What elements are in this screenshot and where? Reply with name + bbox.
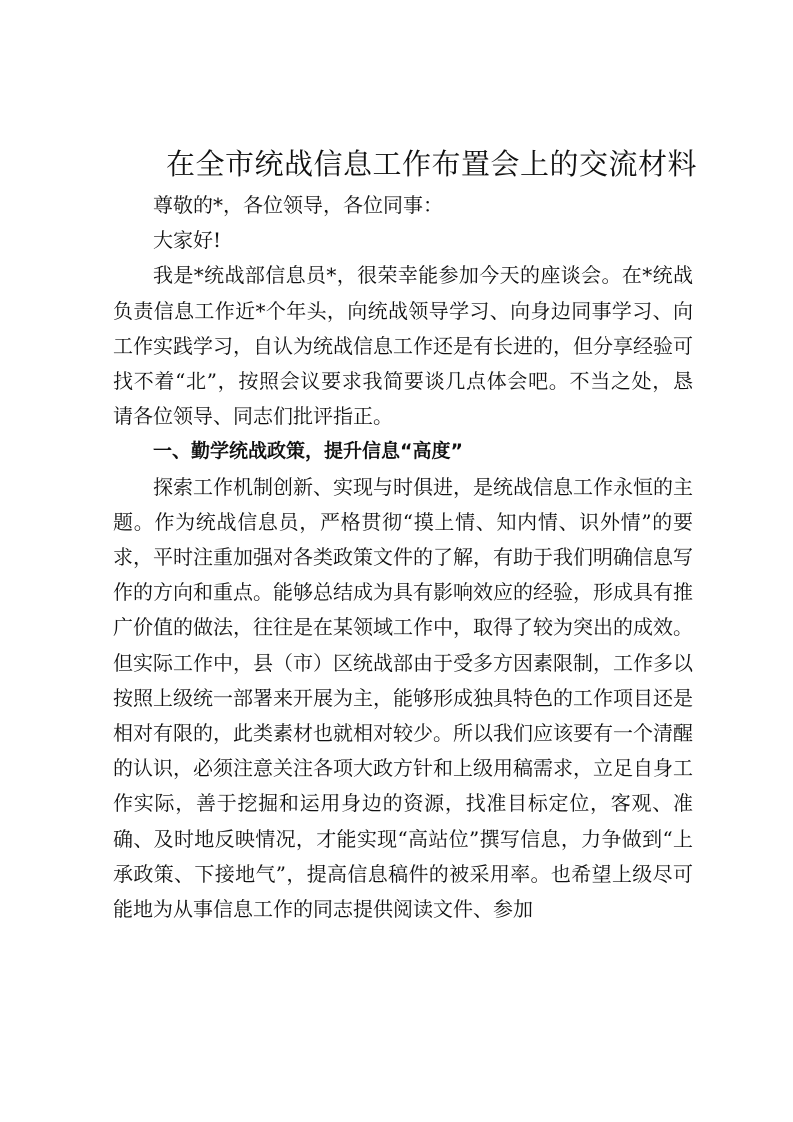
document-title: 在全市统战信息工作布置会上的交流材料 [166,147,698,181]
section-1-paragraph: 探索工作机制创新、实现与时俱进，是统战信息工作永恒的主题。作为统战信息员，严格贯彻“摸上情、知内情、识外情”的要求，平时注重加强对各类政策文件的了解，有助于我们明确信息写作的方向和重点。能够总结成为具有影响效应的经验，形成具有推广价值的做法，往往是在某领域工作中，取得了较为突出的成效。但实际工作中，县（市）区统战部由于受多方因素限制，工作多以按照上级统一部署来开展为主，能够形成独具特色的工作项目还是相对有限的，此类素材也就相对较少。所以我们应该要有一个清醒的认识，必须注意关注各项大政方针和上级用稿需求，立足自身工作实际，善于挖掘和运用身边的资源，找准目标定位，客观、准确、及时地反映情况，才能实现“高站位”撰写信息，力争做到“上承政策、下接地气”，提高信息稿件的被采用率。也希望上级尽可能地为从事信息工作的同志提供阅读文件、参加 [113,474,693,922]
section-heading-1: 一、勤学统战政策，提升信息“高度” [153,440,463,463]
salutation: 尊敬的*，各位领导，各位同事： [153,193,443,217]
greeting: 大家好! [153,228,222,253]
intro-paragraph: 我是*统战部信息员*，很荣幸能参加今天的座谈会。在*统战负责信息工作近*个年头，向统战领导学习、向身边同事学习、向工作实践学习，自认为统战信息工作还是有长进的，但分享经验可找不着“北”，按照会议要求我简要谈几点体会吧。不当之处，恳请各位领导、同志们批评指正。 [113,263,693,429]
document-body [113,188,693,927]
